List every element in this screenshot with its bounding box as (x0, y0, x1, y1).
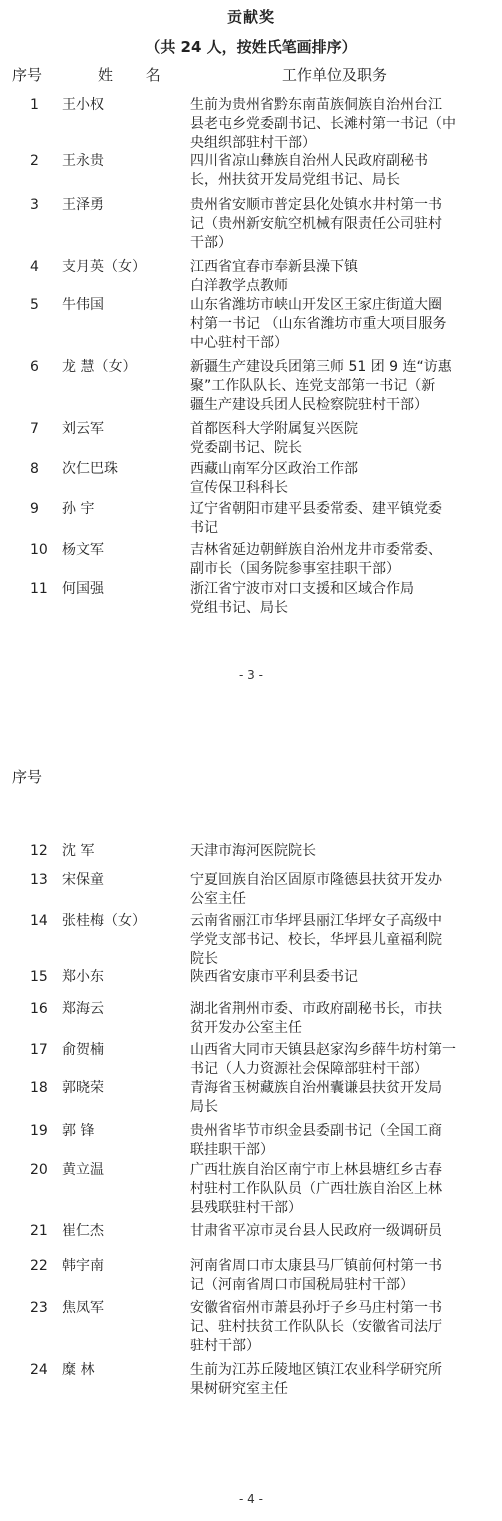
entry-number: 6 (30, 359, 39, 375)
entry-name: 张桂梅（女） (62, 913, 146, 929)
entry-name: 韩宇南 (62, 1258, 104, 1274)
entry-unit-position: 吉林省延边朝鲜族自治州龙井市委常委、 副市长（国务院参事室挂职干部） (190, 542, 442, 577)
entry-number: 3 (30, 197, 39, 213)
page2-header-seq: 序号 (12, 768, 43, 786)
entry-name: 黄立温 (62, 1162, 104, 1178)
entry-number: 22 (30, 1258, 48, 1274)
entry-unit-position: 首都医科大学附属复兴医院 党委副书记、院长 (190, 421, 358, 456)
entry-name: 郭晓荣 (62, 1080, 104, 1096)
entry-number: 18 (30, 1080, 48, 1096)
entry-unit-position: 广西壮族自治区南宁市上林县塘红乡古春 村驻村工作队队员（广西壮族自治区上林 县残联驻村干部） (190, 1162, 442, 1216)
entry-name: 宋保童 (62, 872, 104, 888)
column-header-seq: 序号 (12, 66, 43, 84)
page-number: - 3 - (239, 668, 263, 682)
entry-number: 11 (30, 581, 48, 597)
entry-unit-position: 贵州省毕节市织金县委副书记（全国工商 联挂职干部） (190, 1123, 442, 1158)
entry-unit-position: 云南省丽江市华坪县丽江华坪女子高级中 学党支部书记、校长，华坪县儿童福利院 院长 (190, 913, 442, 967)
entry-number: 20 (30, 1162, 48, 1178)
entry-number: 5 (30, 297, 39, 313)
entry-number: 21 (30, 1223, 48, 1239)
entry-number: 1 (30, 97, 39, 113)
entry-name: 王小权 (62, 97, 104, 113)
award-title: 贡献奖 (226, 8, 275, 26)
entry-unit-position: 陕西省安康市平利县委书记 (190, 969, 358, 985)
entry-number: 23 (30, 1300, 48, 1316)
entry-number: 4 (30, 259, 39, 275)
entry-name: 王永贵 (62, 153, 104, 169)
entry-number: 15 (30, 969, 48, 985)
entry-unit-position: 河南省周口市太康县马厂镇前何村第一书 记（河南省周口市国税局驻村干部） (190, 1258, 442, 1293)
entry-number: 12 (30, 843, 48, 859)
entry-unit-position: 安徽省宿州市萧县孙圩子乡马庄村第一书 记、驻村扶贫工作队队长（安徽省司法厅 驻村干部） (190, 1300, 442, 1354)
entry-name: 支月英（女） (62, 259, 146, 275)
entry-number: 9 (30, 501, 39, 517)
entry-unit-position: 宁夏回族自治区固原市隆德县扶贫开发办 公室主任 (190, 872, 442, 907)
entry-unit-position: 生前为贵州省黔东南苗族侗族自治州台江 县老屯乡党委副书记、长滩村第一书记（中 央组织部驻村干部） (190, 97, 456, 151)
entry-number: 17 (30, 1042, 48, 1058)
column-header-name: 姓 名 (98, 66, 175, 84)
entry-name: 杨文军 (62, 542, 104, 558)
entry-number: 16 (30, 1001, 48, 1017)
entry-number: 24 (30, 1362, 48, 1378)
entry-name: 沈 军 (62, 843, 95, 859)
page-number: - 4 - (239, 1492, 263, 1506)
award-subtitle: （共 24 人，按姓氏笔画排序） (145, 38, 357, 56)
entry-number: 8 (30, 461, 39, 477)
entry-name: 焦凤军 (62, 1300, 104, 1316)
entry-name: 王泽勇 (62, 197, 104, 213)
column-header-unit: 工作单位及职务 (282, 66, 388, 84)
entry-name: 次仁巴珠 (62, 461, 118, 477)
entry-name: 刘云军 (62, 421, 104, 437)
entry-number: 13 (30, 872, 48, 888)
entry-unit-position: 湖北省荆州市委、市政府副秘书长，市扶 贫开发办公室主任 (190, 1001, 442, 1036)
entry-unit-position: 甘肃省平凉市灵台县人民政府一级调研员 (190, 1223, 442, 1239)
entry-name: 糜 林 (62, 1362, 95, 1378)
entry-name: 何国强 (62, 581, 104, 597)
entry-unit-position: 天津市海河医院院长 (190, 843, 316, 859)
entry-number: 14 (30, 913, 48, 929)
entry-number: 2 (30, 153, 39, 169)
entry-name: 崔仁杰 (62, 1223, 104, 1239)
entry-number: 7 (30, 421, 39, 437)
entry-number: 10 (30, 542, 48, 558)
entry-name: 郭 锋 (62, 1123, 95, 1139)
entry-unit-position: 新疆生产建设兵团第三师 51 团 9 连“访惠 聚”工作队队长、连党支部第一书记（新 疆生产建设兵团人民检察院驻村干部） (190, 359, 452, 413)
entry-unit-position: 辽宁省朝阳市建平县委常委、建平镇党委 书记 (190, 501, 442, 536)
entry-name: 郑海云 (62, 1001, 104, 1017)
entry-unit-position: 四川省凉山彝族自治州人民政府副秘书 长，州扶贫开发局党组书记、局长 (190, 153, 428, 188)
entry-name: 俞贺楠 (62, 1042, 104, 1058)
entry-name: 龙 慧（女） (62, 359, 137, 375)
entry-name: 牛伟国 (62, 297, 104, 313)
entry-name: 郑小东 (62, 969, 104, 985)
entry-unit-position: 江西省宜春市奉新县澡下镇 白洋教学点教师 (190, 259, 358, 294)
entry-unit-position: 山东省潍坊市峡山开发区王家庄街道大圈 村第一书记 （山东省潍坊市重大项目服务 中心驻村干部） (190, 297, 447, 351)
entry-unit-position: 贵州省安顺市普定县化处镇水井村第一书 记（贵州新安航空机械有限责任公司驻村 干部） (190, 197, 442, 251)
entry-unit-position: 山西省大同市天镇县赵家沟乡薛牛坊村第一 书记（人力资源社会保障部驻村干部） (190, 1042, 456, 1077)
entry-name: 孙 宇 (62, 501, 95, 517)
entry-unit-position: 浙江省宁波市对口支援和区域合作局 党组书记、局长 (190, 581, 414, 616)
entry-unit-position: 青海省玉树藏族自治州囊谦县扶贫开发局 局长 (190, 1080, 442, 1115)
entry-unit-position: 生前为江苏丘陵地区镇江农业科学研究所 果树研究室主任 (190, 1362, 442, 1397)
entry-unit-position: 西藏山南军分区政治工作部 宣传保卫科科长 (190, 461, 358, 496)
entry-number: 19 (30, 1123, 48, 1139)
